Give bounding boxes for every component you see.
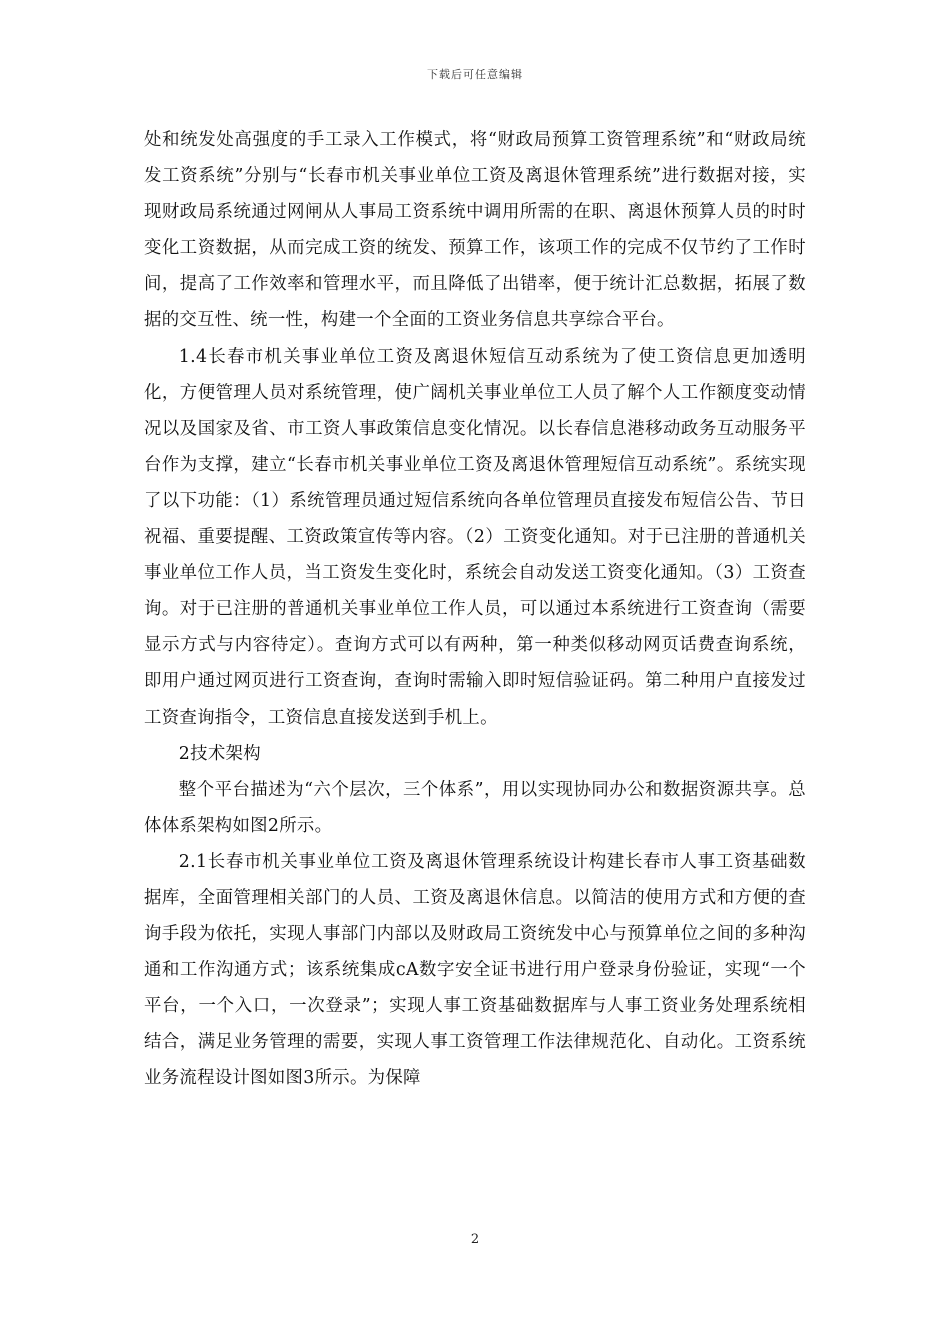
paragraph-section-1-4: 1.4长春市机关事业单位工资及离退休短信互动系统为了使工资信息更加透明化，方便管理人员对系统管理，使广阔机关事业单位工人员了解个人工作额度变动情况以及国家及省、市工资人事政策信息变化情况。以长春信息港移动政务互动服务平台作为支撑，建立“长春市机关事业单位工资及离退休管理短信互动系统”。系统实现了以下功能：（1）系统管理员通过短信系统向各单位管理员直接发布短信公告、节日祝福、重要提醒、工资政策宣传等内容。（2）工资变化通知。对于已注册的普通机关事业单位工作人员，当工资发生变化时，系统会自动发送工资变化通知。（3）工资查询。对于已注册的普通机关事业单位工作人员，可以通过本系统进行工资查询（需要显示方式与内容待定）。查询方式可以有两种，第一种类似移动网页话费查询系统，即用户通过网页进行工资查询，查询时需输入即时短信验证码。第二种用户直接发过工资查询指令，工资信息直接发送到手机上。: [144, 346, 806, 728]
paragraph-section-2-1: 2.1长春市机关事业单位工资及离退休管理系统设计构建长春市人事工资基础数据库，全面管理相关部门的人员、工资及离退休信息。以简洁的使用方式和方便的查询手段为依托，实现人事部门内部以及财政局工资统发中心与预算单位之间的多种沟通和工作沟通方式；该系统集成cA数字安全证书进行用户登录身份验证，实现“一个平台，一个入口，一次登录”；实现人事工资基础数据库与人事工资业务处理系统相结合，满足业务管理的需要，实现人事工资管理工作法律规范化、自动化。工资系统业务流程设计图如图3所示。为保障: [144, 851, 806, 1089]
page-header-note: 下载后可任意编辑: [427, 68, 523, 81]
document-body: [144, 122, 806, 1097]
section-heading-2: 2技术架构: [178, 743, 261, 764]
paragraph-architecture-intro: 整个平台描述为“六个层次，三个体系”，用以实现协同办公和数据资源共享。总体体系架构如图2所示。: [144, 779, 806, 836]
paragraph-continuation: 处和统发处高强度的手工录入工作模式，将“财政局预算工资管理系统”和“财政局统发工资系统”分别与“长春市机关事业单位工资及离退休管理系统”进行数据对接，实现财政局系统通过网闸从人事局工资系统中调用所需的在职、离退休预算人员的时时变化工资数据，从而完成工资的统发、预算工作，该项工作的完成不仅节约了工作时间，提高了工作效率和管理水平，而且降低了出错率，便于统计汇总数据，拓展了数据的交互性、统一性，构建一个全面的工资业务信息共享综合平台。: [144, 130, 806, 331]
page-number: 2: [470, 1232, 480, 1247]
